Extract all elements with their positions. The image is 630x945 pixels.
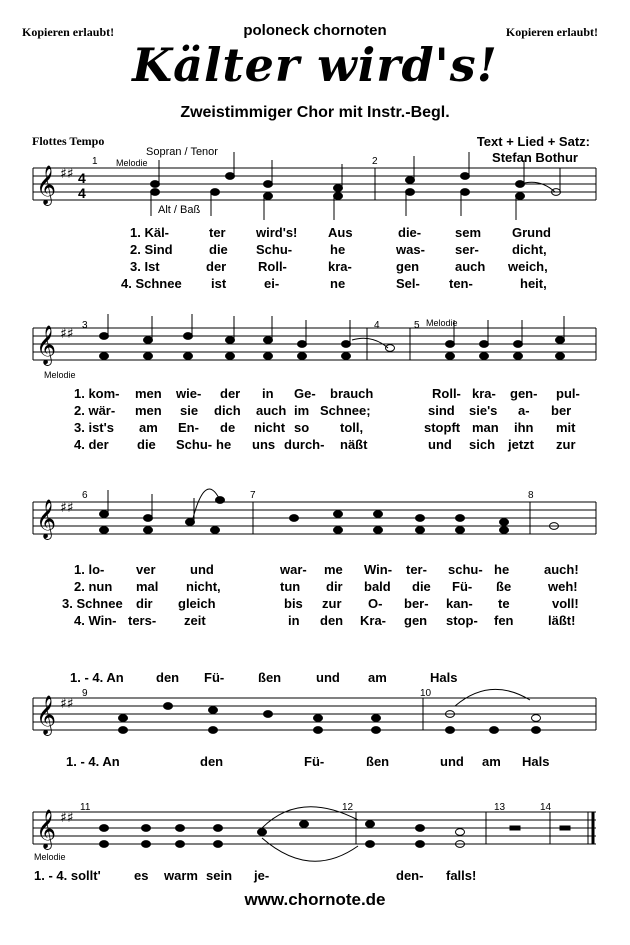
lyric: mal xyxy=(136,579,159,594)
staff-system-4 xyxy=(33,698,596,730)
lyric: Fü- xyxy=(204,670,225,685)
lyric: die- xyxy=(398,225,422,240)
lyric: nicht, xyxy=(186,579,221,594)
lyric: 1. - 4. sollt' xyxy=(34,868,101,883)
lyric: den- xyxy=(396,868,424,883)
publisher: poloneck chornoten xyxy=(243,22,387,39)
lyric: der xyxy=(206,259,227,274)
lyric: ver xyxy=(136,562,156,577)
lyric: gen- xyxy=(510,386,538,401)
lyric: ber xyxy=(551,403,572,418)
melodie-label: Melodie xyxy=(44,370,76,380)
lyric: 4. Schnee xyxy=(121,276,182,291)
treble-clef-icon: 𝄞 xyxy=(36,165,57,205)
lyric: uns xyxy=(252,437,276,452)
treble-clef-icon: 𝄞 xyxy=(36,499,57,539)
lyric: kra- xyxy=(328,259,352,274)
svg-text:8: 8 xyxy=(528,490,534,501)
svg-text:4: 4 xyxy=(78,185,86,201)
lyric: läßt! xyxy=(548,613,576,628)
lyric: tun xyxy=(280,579,301,594)
svg-text:2: 2 xyxy=(372,156,378,167)
lyric: Sel- xyxy=(396,276,420,291)
lyric: ters- xyxy=(128,613,157,628)
treble-clef-icon: 𝄞 xyxy=(36,325,57,365)
lyric: den xyxy=(156,670,180,685)
lyric: brauch xyxy=(330,386,374,401)
lyric: te xyxy=(498,596,510,611)
lyric: stop- xyxy=(446,613,478,628)
lyric: toll, xyxy=(340,420,364,435)
lyric: näßt xyxy=(340,437,368,452)
lyric: Grund xyxy=(512,225,551,240)
key-sharp-icon: ♯♯ xyxy=(60,696,74,712)
svg-text:14: 14 xyxy=(540,802,552,813)
lyric: ne xyxy=(330,276,346,291)
lyric: war- xyxy=(280,562,307,577)
lyric: Roll- xyxy=(258,259,287,274)
lyric: 2. Sind xyxy=(130,242,173,257)
lyric: am xyxy=(368,670,387,685)
key-sharp-icon: ♯♯ xyxy=(60,166,74,182)
lyric: ist xyxy=(211,276,227,291)
lyric: schu- xyxy=(448,562,483,577)
website-link[interactable]: www.chornote.de xyxy=(244,890,386,909)
key-sharp-icon: ♯♯ xyxy=(60,326,74,342)
lyric: gleich xyxy=(178,596,216,611)
lyric: kan- xyxy=(446,596,473,611)
lyric: dir xyxy=(326,579,343,594)
svg-text:5: 5 xyxy=(414,320,420,331)
lyric: 1. kom- xyxy=(74,386,120,401)
lyric: auch xyxy=(455,259,486,274)
credit-line-1: Text + Lied + Satz: xyxy=(476,134,590,149)
credit-line-2: Stefan Bothur xyxy=(492,150,578,165)
lyric: En- xyxy=(178,420,199,435)
svg-text:12: 12 xyxy=(342,802,354,813)
lyric: Hals xyxy=(430,670,458,685)
voice-label-upper: Sopran / Tenor xyxy=(146,146,218,158)
lyric: he xyxy=(216,437,232,452)
lyric: O- xyxy=(368,596,383,611)
svg-text:10: 10 xyxy=(420,688,432,699)
treble-clef-icon: 𝄞 xyxy=(36,809,57,849)
lyric: ihn xyxy=(514,420,534,435)
lyric: durch- xyxy=(284,437,325,452)
lyric: dicht, xyxy=(512,242,547,257)
lyric: voll! xyxy=(552,596,579,611)
lyric: kra- xyxy=(472,386,496,401)
lyric: ßen xyxy=(366,754,390,769)
lyric: 1. Käl- xyxy=(130,225,170,240)
staff-system-2 xyxy=(33,328,596,360)
lyric: sem xyxy=(455,225,482,240)
lyric: he xyxy=(494,562,510,577)
lyric: Hals xyxy=(522,754,550,769)
lyric: die xyxy=(137,437,156,452)
lyric: Roll- xyxy=(432,386,461,401)
melodie-label: Melodie xyxy=(426,318,458,328)
lyric: weich, xyxy=(508,259,548,274)
copy-permission-left: Kopieren erlaubt! xyxy=(22,25,115,39)
lyric: ße xyxy=(496,579,512,594)
lyric: gen xyxy=(396,259,420,274)
lyric: so xyxy=(294,420,310,435)
lyric: man xyxy=(472,420,499,435)
voice-label-lower: Alt / Baß xyxy=(158,204,201,216)
lyric: men xyxy=(135,403,162,418)
melodie-label: Melodie xyxy=(116,158,148,168)
treble-clef-icon: 𝄞 xyxy=(36,695,57,735)
lyric: 4. der xyxy=(74,437,109,452)
lyric: ei- xyxy=(264,276,280,291)
copy-permission-right: Kopieren erlaubt! xyxy=(505,25,598,39)
tempo-marking: Flottes Tempo xyxy=(32,134,105,148)
lyric: me xyxy=(324,562,343,577)
key-sharp-icon: ♯♯ xyxy=(60,810,74,826)
lyric: in xyxy=(288,613,300,628)
lyric: Schu- xyxy=(176,437,213,452)
lyric: zur xyxy=(322,596,342,611)
lyric: 1. - 4. An xyxy=(70,670,124,685)
lyric: pul- xyxy=(556,386,580,401)
lyric: den xyxy=(320,613,344,628)
lyric: am xyxy=(482,754,501,769)
lyric: Aus xyxy=(328,225,353,240)
lyric: bis xyxy=(284,596,303,611)
lyric: ßen xyxy=(258,670,282,685)
melodie-label: Melodie xyxy=(34,852,66,862)
lyric: dir xyxy=(136,596,153,611)
lyric: ter xyxy=(209,225,226,240)
lyric: ten- xyxy=(449,276,473,291)
lyric: gen xyxy=(404,613,428,628)
lyric: de xyxy=(220,420,236,435)
lyric: stopft xyxy=(424,420,461,435)
lyric: he xyxy=(330,242,346,257)
lyric: Schu- xyxy=(256,242,293,257)
lyric: mit xyxy=(556,420,576,435)
lyric: sie xyxy=(180,403,199,418)
lyric: 4. Win- xyxy=(74,613,117,628)
lyric: Kra- xyxy=(360,613,387,628)
lyric: auch! xyxy=(544,562,579,577)
lyric: und xyxy=(190,562,214,577)
svg-text:11: 11 xyxy=(80,802,91,813)
lyric: ser- xyxy=(455,242,479,257)
lyric: 3. ist's xyxy=(74,420,114,435)
lyric: Win- xyxy=(364,562,393,577)
lyric: der xyxy=(220,386,241,401)
staff-system-3 xyxy=(33,502,596,534)
lyric: 2. wär- xyxy=(74,403,116,418)
lyric: und xyxy=(428,437,452,452)
svg-text:4: 4 xyxy=(374,320,380,331)
lyric: ber- xyxy=(404,596,429,611)
lyric: zur xyxy=(556,437,576,452)
lyric: Fü- xyxy=(304,754,325,769)
lyric: dich xyxy=(214,403,241,418)
lyric: Fü- xyxy=(452,579,473,594)
lyric: was- xyxy=(396,242,425,257)
key-sharp-icon: ♯♯ xyxy=(60,500,74,516)
lyric: in xyxy=(262,386,274,401)
lyric: Ge- xyxy=(294,386,316,401)
lyric: und xyxy=(316,670,340,685)
lyric: zeit xyxy=(184,613,206,628)
svg-text:4: 4 xyxy=(78,170,86,186)
lyric: heit, xyxy=(520,276,547,291)
svg-text:3: 3 xyxy=(82,320,88,331)
lyric: sind xyxy=(428,403,455,418)
staff-system-1 xyxy=(33,168,596,200)
lyric: sie's xyxy=(469,403,498,418)
svg-text:7: 7 xyxy=(250,490,256,501)
lyric: sich xyxy=(469,437,496,452)
lyric: fen xyxy=(494,613,514,628)
song-subtitle: Zweistimmiger Chor mit Instr.-Begl. xyxy=(180,104,450,121)
lyric: 2. nun xyxy=(74,579,113,594)
lyric: es xyxy=(134,868,149,883)
lyric: warm xyxy=(164,868,198,883)
lyric: 1. lo- xyxy=(74,562,105,577)
lyric: jetzt xyxy=(508,437,534,452)
lyric: men xyxy=(135,386,162,401)
lyric: bald xyxy=(364,579,391,594)
lyric: nicht xyxy=(254,420,286,435)
lyric: wie- xyxy=(176,386,202,401)
song-title: Kälter wird's! xyxy=(132,38,498,92)
lyric: am xyxy=(139,420,158,435)
lyric: auch xyxy=(256,403,287,418)
lyric: sein xyxy=(206,868,233,883)
svg-text:1: 1 xyxy=(92,156,98,167)
svg-text:6: 6 xyxy=(82,490,88,501)
lyric: im xyxy=(294,403,310,418)
lyric: a- xyxy=(518,403,530,418)
lyric: 1. - 4. An xyxy=(66,754,120,769)
svg-text:9: 9 xyxy=(82,688,88,699)
lyric: wird's! xyxy=(256,225,298,240)
lyric: weh! xyxy=(548,579,578,594)
lyric: falls! xyxy=(446,868,477,883)
lyric: die xyxy=(209,242,228,257)
lyric: 3. Schnee xyxy=(62,596,123,611)
lyric: 3. Ist xyxy=(130,259,160,274)
svg-text:13: 13 xyxy=(494,802,506,813)
lyric: die xyxy=(412,579,431,594)
lyric: ter- xyxy=(406,562,427,577)
lyric: Schnee; xyxy=(320,403,371,418)
lyric: und xyxy=(440,754,464,769)
lyric: je- xyxy=(254,868,270,883)
lyric: den xyxy=(200,754,224,769)
